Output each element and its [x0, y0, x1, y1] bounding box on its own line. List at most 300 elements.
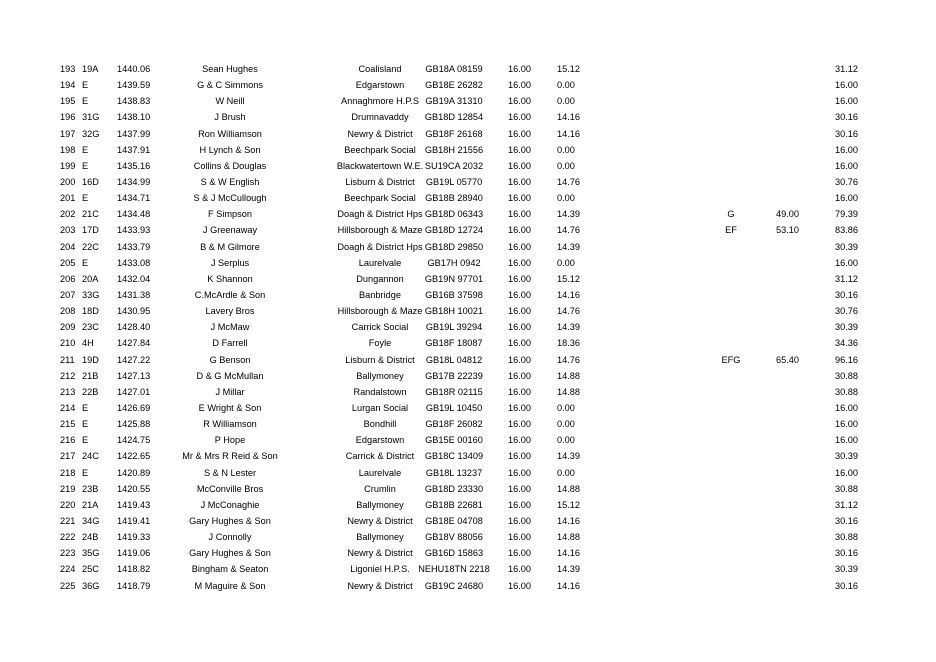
- section-cell: E: [82, 435, 89, 446]
- table-row: [0, 222, 936, 238]
- ring-number-cell: GB19L 10450: [425, 402, 483, 413]
- fancier-name-cell: W Neill: [215, 96, 245, 107]
- total-cell: 96.16: [835, 354, 858, 365]
- club-cell: Annaghmore H.P.S: [341, 96, 419, 107]
- velocity-cell: 1422.65: [117, 451, 151, 462]
- section-cell: 25C: [82, 564, 99, 575]
- position-cell: 219: [60, 483, 76, 494]
- velocity-cell: 1439.59: [117, 80, 151, 91]
- prize-2-cell: 14.16: [557, 289, 580, 300]
- position-cell: 211: [60, 354, 75, 365]
- position-cell: 225: [60, 580, 76, 591]
- prize-2-cell: 14.39: [557, 209, 580, 220]
- velocity-cell: 1438.83: [117, 96, 151, 107]
- pool-amount-cell: 49.00: [776, 209, 799, 220]
- table-row: [0, 206, 936, 222]
- velocity-cell: 1419.41: [117, 515, 151, 526]
- section-cell: 19A: [82, 64, 99, 74]
- table-row: [0, 239, 936, 255]
- table-row: [0, 319, 936, 335]
- prize-2-cell: 0.00: [557, 160, 575, 171]
- velocity-cell: 1437.99: [117, 128, 151, 139]
- ring-number-cell: GB18H 10021: [424, 306, 484, 317]
- club-cell: Ballymoney: [356, 370, 404, 381]
- prize-1-cell: 16.00: [508, 483, 531, 494]
- club-cell: Doagh & District Hps: [337, 209, 423, 220]
- section-cell: 19D: [82, 354, 99, 365]
- prize-1-cell: 16.00: [508, 580, 531, 591]
- position-cell: 224: [60, 564, 76, 575]
- prize-2-cell: 14.88: [557, 483, 580, 494]
- total-cell: 16.00: [835, 80, 858, 91]
- prize-2-cell: 14.39: [557, 564, 580, 575]
- fancier-name-cell: M Maguire & Son: [194, 580, 266, 591]
- prize-2-cell: 14.39: [557, 241, 580, 252]
- prize-2-cell: 14.76: [557, 354, 580, 365]
- table-row: [0, 416, 936, 432]
- position-cell: 205: [60, 257, 76, 268]
- club-cell: Ballymoney: [356, 532, 404, 543]
- prize-2-cell: 0.00: [557, 419, 575, 430]
- fancier-name-cell: J Greenaway: [202, 225, 258, 236]
- position-cell: 221: [60, 515, 76, 526]
- prize-2-cell: 14.88: [557, 532, 580, 543]
- section-cell: 35G: [82, 548, 100, 559]
- velocity-cell: 1432.04: [117, 273, 151, 284]
- fancier-name-cell: J Connolly: [208, 532, 252, 543]
- table-row: [0, 61, 936, 77]
- prize-2-cell: 14.39: [557, 451, 580, 462]
- section-cell: 22B: [82, 386, 99, 397]
- section-cell: 23C: [82, 322, 99, 333]
- club-cell: Bondhill: [363, 419, 397, 430]
- section-cell: 24B: [82, 532, 99, 543]
- prize-2-cell: 0.00: [557, 193, 575, 204]
- prize-1-cell: 16.00: [508, 467, 531, 478]
- table-row: [0, 142, 936, 158]
- total-cell: 30.39: [835, 564, 858, 575]
- table-row: [0, 109, 936, 125]
- prize-1-cell: 16.00: [508, 370, 531, 381]
- ring-number-cell: GB18B 28940: [425, 193, 483, 204]
- velocity-cell: 1419.43: [117, 499, 151, 510]
- ring-number-cell: GB18F 18087: [425, 338, 483, 349]
- position-cell: 208: [60, 306, 76, 317]
- fancier-name-cell: B & M Gilmore: [200, 241, 260, 252]
- club-cell: Edgarstown: [355, 435, 405, 446]
- velocity-cell: 1440.06: [117, 64, 151, 74]
- total-cell: 79.39: [835, 209, 858, 220]
- velocity-cell: 1427.13: [117, 370, 151, 381]
- club-cell: Newry & District: [347, 128, 413, 139]
- fancier-name-cell: J McConaghie: [200, 499, 260, 510]
- prize-1-cell: 16.00: [508, 64, 531, 74]
- prize-1-cell: 16.00: [508, 112, 531, 123]
- club-cell: Ballymoney: [356, 499, 404, 510]
- prize-1-cell: 16.00: [508, 435, 531, 446]
- velocity-cell: 1420.89: [117, 467, 151, 478]
- fancier-name-cell: Sean Hughes: [202, 64, 258, 74]
- ring-number-cell: GB18E 04708: [425, 515, 483, 526]
- table-row: [0, 352, 936, 368]
- pool-code-cell: G: [727, 209, 735, 220]
- section-cell: E: [82, 402, 89, 413]
- position-cell: 209: [60, 322, 76, 333]
- pool-amount-cell: 53.10: [776, 225, 799, 236]
- velocity-cell: 1427.01: [117, 386, 151, 397]
- prize-2-cell: 14.39: [557, 322, 580, 333]
- velocity-cell: 1419.06: [117, 548, 151, 559]
- total-cell: 30.88: [835, 483, 858, 494]
- ring-number-cell: GB18D 29850: [424, 241, 484, 252]
- ring-number-cell: GB17B 22239: [425, 370, 483, 381]
- ring-number-cell: GB19L 39294: [425, 322, 483, 333]
- velocity-cell: 1424.75: [117, 435, 151, 446]
- club-cell: Laurelvale: [358, 257, 402, 268]
- club-cell: Laurelvale: [358, 467, 402, 478]
- ring-number-cell: GB18E 26282: [425, 80, 483, 91]
- velocity-cell: 1427.84: [117, 338, 151, 349]
- club-cell: Beechpark Social: [344, 193, 416, 204]
- total-cell: 30.39: [835, 241, 858, 252]
- club-cell: Coalisland: [358, 64, 402, 74]
- fancier-name-cell: P Hope: [214, 435, 246, 446]
- position-cell: 215: [60, 419, 76, 430]
- prize-1-cell: 16.00: [508, 241, 531, 252]
- section-cell: 4H: [82, 338, 94, 349]
- prize-2-cell: 14.16: [557, 112, 580, 123]
- table-row: [0, 529, 936, 545]
- total-cell: 30.16: [835, 580, 858, 591]
- prize-2-cell: 0.00: [557, 467, 575, 478]
- position-cell: 218: [60, 467, 76, 478]
- ring-number-cell: SU19CA 2032: [424, 160, 484, 171]
- club-cell: Carrick Social: [351, 322, 409, 333]
- table-row: [0, 93, 936, 109]
- club-cell: Foyle: [368, 338, 392, 349]
- club-cell: Doagh & District Hps: [337, 241, 423, 252]
- total-cell: 16.00: [835, 467, 858, 478]
- fancier-name-cell: Lavery Bros: [205, 306, 255, 317]
- total-cell: 30.76: [835, 306, 858, 317]
- prize-1-cell: 16.00: [508, 176, 531, 187]
- section-cell: 16D: [82, 176, 99, 187]
- prize-1-cell: 16.00: [508, 338, 531, 349]
- total-cell: 16.00: [835, 257, 858, 268]
- total-cell: 30.16: [835, 289, 858, 300]
- velocity-cell: 1428.40: [117, 322, 151, 333]
- section-cell: 22C: [82, 241, 99, 252]
- position-cell: 223: [60, 548, 76, 559]
- fancier-name-cell: Bingham & Seaton: [191, 564, 269, 575]
- section-cell: 18D: [82, 306, 99, 317]
- prize-1-cell: 16.00: [508, 225, 531, 236]
- velocity-cell: 1433.08: [117, 257, 151, 268]
- prize-1-cell: 16.00: [508, 193, 531, 204]
- club-cell: Dungannon: [356, 273, 404, 284]
- position-cell: 220: [60, 499, 76, 510]
- club-cell: Drumnavaddy: [351, 112, 409, 123]
- ring-number-cell: GB19A 31310: [425, 96, 483, 107]
- ring-number-cell: GB16B 37598: [425, 289, 483, 300]
- fancier-name-cell: S & N Lester: [203, 467, 257, 478]
- velocity-cell: 1425.88: [117, 419, 151, 430]
- club-cell: Crumlin: [364, 483, 396, 494]
- velocity-cell: 1419.33: [117, 532, 151, 543]
- prize-1-cell: 16.00: [508, 289, 531, 300]
- prize-1-cell: 16.00: [508, 257, 531, 268]
- velocity-cell: 1433.79: [117, 241, 151, 252]
- prize-1-cell: 16.00: [508, 144, 531, 155]
- total-cell: 30.16: [835, 112, 858, 123]
- total-cell: 16.00: [835, 193, 858, 204]
- section-cell: E: [82, 257, 89, 268]
- total-cell: 31.12: [835, 499, 858, 510]
- prize-1-cell: 16.00: [508, 273, 531, 284]
- total-cell: 83.86: [835, 225, 858, 236]
- velocity-cell: 1420.55: [117, 483, 151, 494]
- position-cell: 216: [60, 435, 76, 446]
- fancier-name-cell: G & C Simmons: [197, 80, 263, 91]
- fancier-name-cell: K Shannon: [207, 273, 253, 284]
- pool-code-cell: EF: [725, 225, 737, 236]
- prize-2-cell: 14.76: [557, 176, 580, 187]
- club-cell: Lisburn & District: [345, 354, 415, 365]
- position-cell: 199: [60, 160, 76, 171]
- total-cell: 16.00: [835, 160, 858, 171]
- section-cell: 31G: [82, 112, 100, 123]
- fancier-name-cell: R Williamson: [203, 419, 257, 430]
- table-row: [0, 255, 936, 271]
- prize-2-cell: 14.16: [557, 128, 580, 139]
- pool-code-cell: EFG: [721, 354, 741, 365]
- table-row: [0, 158, 936, 174]
- prize-1-cell: 16.00: [508, 499, 531, 510]
- prize-2-cell: 14.76: [557, 225, 580, 236]
- total-cell: 30.16: [835, 128, 858, 139]
- fancier-name-cell: S & J McCullough: [193, 193, 267, 204]
- position-cell: 193: [60, 64, 76, 74]
- section-cell: 21C: [82, 209, 99, 220]
- fancier-name-cell: D & G McMullan: [196, 370, 264, 381]
- total-cell: 30.88: [835, 532, 858, 543]
- section-cell: 17D: [82, 225, 99, 236]
- velocity-cell: 1431.38: [117, 289, 151, 300]
- velocity-cell: 1434.71: [117, 193, 151, 204]
- position-cell: 222: [60, 532, 76, 543]
- prize-2-cell: 14.76: [557, 306, 580, 317]
- prize-1-cell: 16.00: [508, 451, 531, 462]
- velocity-cell: 1426.69: [117, 402, 151, 413]
- velocity-cell: 1433.93: [117, 225, 151, 236]
- fancier-name-cell: D Farrell: [212, 338, 248, 349]
- table-row: [0, 400, 936, 416]
- section-cell: 21A: [82, 499, 99, 510]
- prize-1-cell: 16.00: [508, 564, 531, 575]
- club-cell: Edgarstown: [355, 80, 405, 91]
- ring-number-cell: GB17H 0942: [427, 257, 481, 268]
- prize-2-cell: 18.36: [557, 338, 580, 349]
- fancier-name-cell: C.McArdle & Son: [194, 289, 266, 300]
- table-row: [0, 368, 936, 384]
- ring-number-cell: GB19N 97701: [424, 273, 484, 284]
- club-cell: Hillsborough & Maze: [337, 225, 423, 236]
- total-cell: 16.00: [835, 144, 858, 155]
- prize-2-cell: 14.88: [557, 370, 580, 381]
- position-cell: 214: [60, 402, 76, 413]
- fancier-name-cell: J McMaw: [210, 322, 250, 333]
- club-cell: Hillsborough & Maze: [337, 306, 423, 317]
- club-cell: Ligoniel H.P.S.: [350, 564, 410, 575]
- club-cell: Lurgan Social: [351, 402, 409, 413]
- prize-2-cell: 14.16: [557, 548, 580, 559]
- club-cell: Blackwatertown W.E.: [336, 160, 424, 171]
- velocity-cell: 1434.48: [117, 209, 151, 220]
- position-cell: 206: [60, 273, 76, 284]
- fancier-name-cell: J Serplus: [210, 257, 250, 268]
- total-cell: 16.00: [835, 435, 858, 446]
- velocity-cell: 1437.91: [117, 144, 151, 155]
- section-cell: 20A: [82, 273, 99, 284]
- total-cell: 34.36: [835, 338, 858, 349]
- prize-2-cell: 14.16: [557, 580, 580, 591]
- position-cell: 203: [60, 225, 76, 236]
- total-cell: 16.00: [835, 402, 858, 413]
- velocity-cell: 1418.82: [117, 564, 151, 575]
- table-row: [0, 448, 936, 464]
- position-cell: 212: [60, 370, 76, 381]
- fancier-name-cell: Mr & Mrs R Reid & Son: [182, 451, 278, 462]
- total-cell: 30.88: [835, 370, 858, 381]
- position-cell: 200: [60, 176, 76, 187]
- total-cell: 30.76: [835, 176, 858, 187]
- position-cell: 201: [60, 193, 76, 204]
- prize-2-cell: 15.12: [557, 273, 580, 284]
- position-cell: 202: [60, 209, 76, 220]
- total-cell: 30.88: [835, 386, 858, 397]
- prize-1-cell: 16.00: [508, 128, 531, 139]
- table-row: [0, 481, 936, 497]
- section-cell: E: [82, 96, 89, 107]
- prize-2-cell: 14.16: [557, 515, 580, 526]
- section-cell: 36G: [82, 580, 100, 591]
- fancier-name-cell: McConville Bros: [196, 483, 264, 494]
- club-cell: Newry & District: [347, 548, 413, 559]
- fancier-name-cell: Gary Hughes & Son: [189, 548, 271, 559]
- position-cell: 204: [60, 241, 76, 252]
- prize-1-cell: 16.00: [508, 354, 531, 365]
- ring-number-cell: GB18B 22681: [425, 499, 483, 510]
- position-cell: 196: [60, 112, 76, 123]
- ring-number-cell: GB18A 08159: [425, 64, 483, 74]
- position-cell: 194: [60, 80, 76, 91]
- fancier-name-cell: S & W English: [200, 176, 260, 187]
- prize-2-cell: 0.00: [557, 257, 575, 268]
- prize-2-cell: 0.00: [557, 144, 575, 155]
- position-cell: 207: [60, 289, 76, 300]
- table-row: [0, 126, 936, 142]
- prize-2-cell: 0.00: [557, 402, 575, 413]
- velocity-cell: 1418.79: [117, 580, 151, 591]
- table-row: [0, 287, 936, 303]
- fancier-name-cell: F Simpson: [208, 209, 252, 220]
- table-row: [0, 545, 936, 561]
- ring-number-cell: GB18L 04812: [425, 354, 483, 365]
- section-cell: 23B: [82, 483, 99, 494]
- table-row: [0, 303, 936, 319]
- section-cell: E: [82, 419, 89, 430]
- table-row: [0, 465, 936, 481]
- table-row: [0, 271, 936, 287]
- section-cell: 33G: [82, 289, 100, 300]
- ring-number-cell: GB18D 06343: [424, 209, 484, 220]
- position-cell: 210: [60, 338, 76, 349]
- table-row: [0, 190, 936, 206]
- total-cell: 30.39: [835, 322, 858, 333]
- total-cell: 31.12: [835, 64, 858, 74]
- club-cell: Banbridge: [359, 289, 401, 300]
- ring-number-cell: GB18L 13237: [425, 467, 483, 478]
- prize-1-cell: 16.00: [508, 402, 531, 413]
- total-cell: 31.12: [835, 273, 858, 284]
- total-cell: 30.39: [835, 451, 858, 462]
- fancier-name-cell: H Lynch & Son: [199, 144, 261, 155]
- prize-2-cell: 0.00: [557, 80, 575, 91]
- club-cell: Lisburn & District: [345, 176, 415, 187]
- ring-number-cell: GB19L 05770: [425, 176, 483, 187]
- prize-1-cell: 16.00: [508, 96, 531, 107]
- ring-number-cell: GB18V 88056: [425, 532, 483, 543]
- ring-number-cell: GB18F 26168: [425, 128, 483, 139]
- ring-number-cell: GB19C 24680: [424, 580, 484, 591]
- position-cell: 198: [60, 144, 76, 155]
- velocity-cell: 1438.10: [117, 112, 151, 123]
- club-cell: Randalstown: [353, 386, 407, 397]
- section-cell: E: [82, 80, 89, 91]
- total-cell: 16.00: [835, 96, 858, 107]
- total-cell: 30.16: [835, 548, 858, 559]
- ring-number-cell: GB18H 21556: [424, 144, 484, 155]
- table-row: [0, 513, 936, 529]
- club-cell: Beechpark Social: [344, 144, 416, 155]
- position-cell: 195: [60, 96, 76, 107]
- fancier-name-cell: Gary Hughes & Son: [189, 515, 271, 526]
- club-cell: Newry & District: [347, 515, 413, 526]
- prize-1-cell: 16.00: [508, 80, 531, 91]
- section-cell: E: [82, 193, 89, 204]
- ring-number-cell: NEHU18TN 2218: [418, 564, 490, 575]
- section-cell: 32G: [82, 128, 100, 139]
- prize-1-cell: 16.00: [508, 419, 531, 430]
- table-row: [0, 561, 936, 577]
- fancier-name-cell: J Brush: [214, 112, 246, 123]
- prize-1-cell: 16.00: [508, 322, 531, 333]
- ring-number-cell: GB18D 23330: [424, 483, 484, 494]
- ring-number-cell: GB15E 00160: [425, 435, 483, 446]
- prize-1-cell: 16.00: [508, 515, 531, 526]
- table-row: [0, 432, 936, 448]
- section-cell: 21B: [82, 370, 99, 381]
- prize-1-cell: 16.00: [508, 160, 531, 171]
- velocity-cell: 1435.16: [117, 160, 151, 171]
- section-cell: E: [82, 160, 89, 171]
- section-cell: 24C: [82, 451, 99, 462]
- fancier-name-cell: G Benson: [209, 354, 251, 365]
- results-table: [0, 61, 936, 594]
- fancier-name-cell: J Millar: [215, 386, 245, 397]
- table-row: [0, 174, 936, 190]
- ring-number-cell: GB18C 13409: [424, 451, 484, 462]
